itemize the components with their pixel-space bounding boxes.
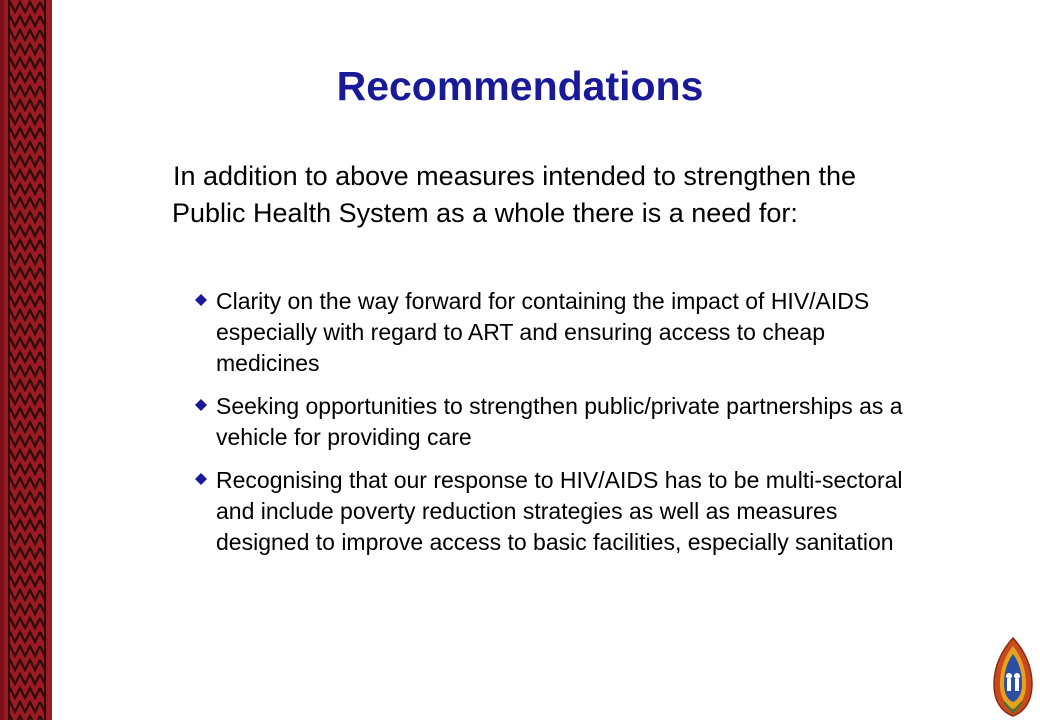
list-item xyxy=(192,465,932,558)
diamond-bullet-icon xyxy=(195,399,207,411)
list-item xyxy=(192,286,932,379)
list-item xyxy=(192,391,932,453)
bullet-text: Seeking opportunities to strengthen public/private partnerships as a vehicle for providing care xyxy=(216,393,903,450)
bullet-text: Clarity on the way forward for containing the impact of HIV/AIDS especially with regard to ART and ensuring access to cheap medicines xyxy=(216,288,870,376)
diamond-bullet-icon xyxy=(195,294,207,306)
slide-title: Recommendations xyxy=(336,63,704,109)
diamond-bullet-icon xyxy=(195,473,207,485)
bullet-list xyxy=(192,286,932,570)
bullet-text: Recognising that our response to HIV/AIDS has to be multi-sectoral and include poverty reduction strategies as well as measures designed to improve access to basic facilities, especially sanitation xyxy=(216,467,903,555)
coat-of-arms-emblem xyxy=(990,636,1036,718)
intro-paragraph: In addition to above measures intended to strengthen the Public Health System as a whole there is a need for: xyxy=(172,161,856,228)
